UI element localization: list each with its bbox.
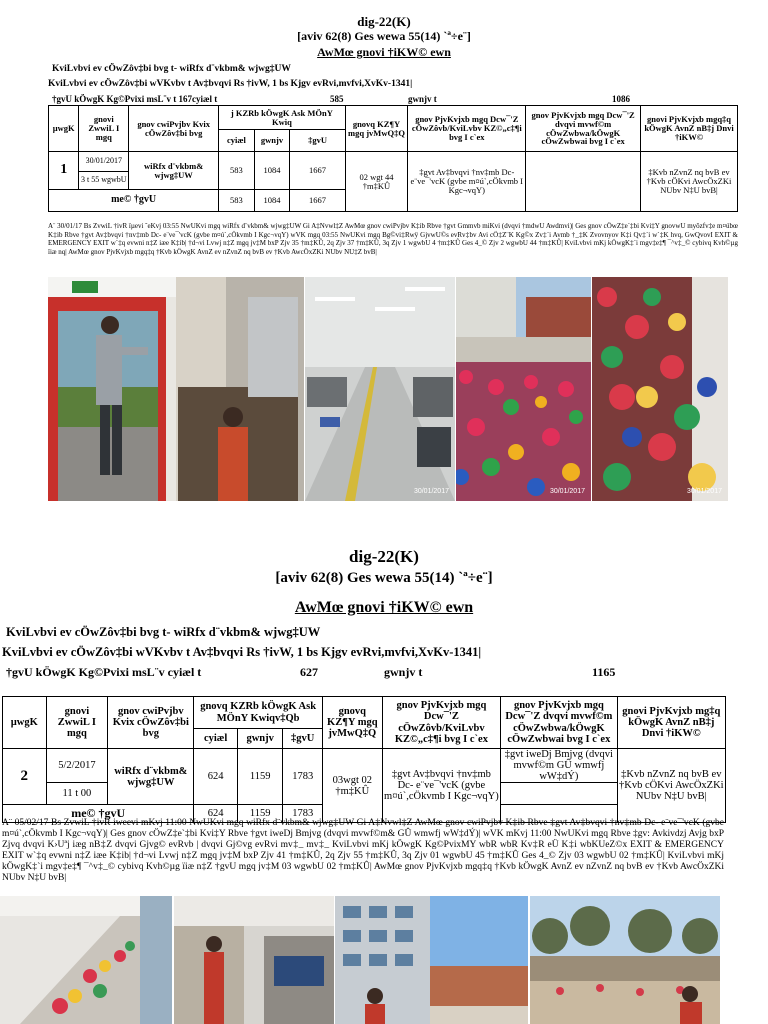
factory-address-1: KviLvbvi ev cÖwZôv‡bi wVKvbv t Av‡bvqvi Rs †ivW, 1 bs Kjgv evRvi,mvfvi,XvKv-1341| [48, 79, 413, 89]
sum-label: me© †gvU [3, 805, 194, 823]
col-male: cyiæl [194, 729, 238, 749]
col-total: ‡gvU [290, 130, 345, 152]
row-total: 1783 [283, 749, 322, 805]
form-subtitle-2: [aviv 62(8) Ges wewa 55(14) `ª÷e¨] [275, 570, 493, 586]
col-fire-service: gnov PjvKvjxb mgq Dcw¯'Z dvqvi mvwf©m cÖwZwbwa/kÖwgK cÖwZwbwai bvg I c`ex [501, 697, 617, 749]
photo-fire-officer-indoor [174, 896, 334, 1024]
row-date: 30/01/2017 [79, 152, 129, 172]
row-female: 1084 [254, 152, 290, 190]
form-title-1: dig-22(K) [357, 14, 411, 29]
sum-female: 1084 [254, 190, 290, 212]
photo-timestamp: 30/01/2017 [686, 488, 722, 495]
row-serial: 2 [3, 749, 47, 805]
form-heading-1 [0, 45, 768, 60]
row-time: 3 t 55 wgwbU [79, 172, 129, 190]
col-place: gnov cwiPvjbv Kvix cÖwZôv‡bi bvg [129, 106, 219, 152]
factory-address-2: KviLvbvi ev cÖwZôv‡bi wVKvbv t Av‡bvqvi Rs †ivW, 1 bs Kjgv evRvi,mvfvi,XvKv-1341| [2, 645, 482, 659]
form-title-2: dig-22(K) [349, 547, 419, 566]
factory-name-2: KviLvbvi ev cÖwZôv‡bi bvg t- wiRfx d¨vkbm& wjwg‡UW [6, 625, 321, 639]
male-count-1: 585 [330, 94, 344, 104]
female-label-1: gwnjv t [408, 94, 437, 104]
drill-description-1: A¨ 30/01/17 Bs ZvwiL †ivR ïµevi ˆeKvj 03:55 NwUKvi mgq wiRfx d¨vkbm& wjwg‡UW Gi A‡Nvwl‡Z AwMœ gnov cwiPvjbv K‡ib Rbve †gvt Gmmvb miKvi (dvqvi †mdwU Awdmvi)| Ges gnov cÖwZ‡e`‡bi Kvi‡Y gnovwU myôzfv‡e m¤úbœ K‡ib Rbve †gvt Av‡bvqvi †nv‡mb Dc- e¨ve¯'vcK (gvbe m¤ú`,cÖkvmb I Kgc¬vqY) wVK mgq 03:55 NwUKvi mgq Bg©vi‡Rwÿ GjvwU©s evRv‡bv Avi cÖ‡Z¨K Kg©x Zv‡`i Avmb †_‡K Zvovnyov K‡i Qv‡`i w`‡K hvq, GwQvovI EXIT & EMERGENCY EXIT w`‡q evwni n‡Z iæe K‡ib| †d¬vi Lvwj n‡Z mgq jv‡M bxP Zjv 35 †m‡KÛ, 2q Zjv 37 †m‡KÛ, 3q Zjv 1 wgwbU 4 †m‡KÛ Ges 4_© Zjv 2 wgwbU 44 †m‡KÛ| KviLvbvi mKj kÖwgK‡`i mgv‡e‡¶ ¯^v‡_© cybivq Kvh©µg ïiæ nq| AwMœ gnov PjvKvjxb mgq‡q †Kvb kÖwgK AvnZ ev nZvnZ nq bvB ev †Kvb AwcÖxZKi NUbv NU‡Z bvB| [48, 222, 738, 256]
photo-building-exterior [335, 896, 528, 1024]
female-label-2: gwnjv t [384, 665, 423, 679]
col-participants: j KZRb kÖwgK Ask MÖnY Kwiq [219, 106, 346, 130]
row-time: 11 t 00 [46, 783, 108, 805]
row-official: ‡gvt Av‡bvqvi †nv‡mb Dc- e¨ve¯'vcK (gvbe m¤ú`,cÖkvmb I Kgc¬vqY) [382, 749, 500, 823]
col-serial: µwgK [49, 106, 79, 152]
sum-male: 583 [219, 190, 254, 212]
male-count-2: 627 [300, 665, 318, 679]
female-count-1: 1086 [612, 94, 630, 104]
col-female: gwnjv [254, 130, 290, 152]
drill-description-2: A¨ 05/02/17 Bs ZvwiL †ivR iweevi mKvj 11:00 NwUKvi mgq wiRfx d¨vkbm& wjwg‡UW Gi A‡Nvwl‡Z AwMœ gnov cwiPvjbv K‡ib Rbve ‡gvt Av‡bvqvi †nv‡mb Dc- e¨ve¯'vcK (gvbe m¤ú`,cÖkvmb I Kgc¬vqY)| Ges gnov cÖwZ‡e`‡bi Kvi‡Y Rbve †gvt iweDj Bmjvg (dvqvi mvwf©m& GÛ wmwfj wW‡dÝ)| wVK mKvj 11:00 NwUKvi mgq Rbve ‡gv: Avkivdzj Avjg bxP Zjvq dvqvi K›Uªj iæg nB‡Z dvqvi Gjvg© evRvb | dvqvi Gj©vg evRvi mv‡_ mv‡_ KviLvbvi mKj kÖwgK Kg©PvixMY wbR wbR Kv‡R eÜ K‡i wbKUeZ©x EXIT & EMERGENCY EXIT w`‡q evwni n‡Z iæe K‡ib| †d¬vi Lvwj n‡Z mgq jv‡M bxP Zjv 41 †m‡KÛ, 2q Zjv 55 †m‡KÛ, 3q Zjv 01 wgwbU 45 †m‡KÛ Ges 4_© Zjv 03 wgwbU 02 †m‡KÛ| KviLvbvi mKj kÖwgK‡`i mgv‡e‡¶ ¯^v‡_© cybivq Kvh©µg ïiæ n‡Z †gvU mgq jv‡M 03 wgwbU 02 †m‡KÛ| AwMœ gnov PjvKvjxb mgq‡q †Kvb kÖwgK AvnZ ev nZvnZ nq bvB ev †Kvb AwcÖxZKi NUbv N‡U bvB| [2, 818, 724, 883]
col-official: gnov PjvKvjxb mgq Dcw¯'Z cÖwZôvb/KviLvbv KZ©„c‡¶i bvg I c`ex [382, 697, 500, 749]
col-serial: µwgK [3, 697, 47, 749]
photo-stairwell-crowd [0, 896, 172, 1024]
col-duration: gnovq KZ¶Y mgq jvMwQ‡Q [345, 106, 408, 152]
row-duration: 03wgt 02 †m‡KÛ [322, 749, 382, 823]
col-date: gnovi ZwwiL I mgq [46, 697, 108, 749]
row-fire-service: ‡gvt iweDj Bmjvg (dvqvi mvwf©m GÛ wmwfj wW‡dÝ) [501, 749, 617, 783]
drill-record-table-1 [48, 105, 738, 212]
row-total: 1667 [290, 152, 345, 190]
form-subtitle-1: [aviv 62(8) Ges wewa 55(14) `ª÷e¨] [297, 29, 471, 43]
col-remarks: gnovi PjvKvjxb mg‡q kÖwgK AvnZ nB‡j Dnvi †iKW© [617, 697, 725, 749]
drill-record-table-2 [2, 696, 726, 823]
col-total: ‡gvU [283, 729, 322, 749]
row-date: 5/2/2017 [46, 749, 108, 783]
sum-total: 1667 [290, 190, 345, 212]
col-official: gnov PjvKvjxb mgq Dcw¯'Z cÖwZôvb/KviLvbv KZ©„c‡¶i bvg I c`ex [408, 106, 526, 152]
photo-assembly-point [530, 896, 720, 1024]
sum-female: 1159 [237, 805, 283, 823]
sum-label: me© †gvU [49, 190, 219, 212]
photo-assembly-crowd [456, 277, 591, 501]
row-duration: 02 wgt 44 †m‡KÛ [345, 152, 408, 212]
photo-exit-door [48, 277, 304, 501]
worker-count-label-2: †gvU kÖwgK Kg©Pvixi msL¨v cyiæl t [6, 665, 202, 679]
row-place: wiRfx d¨vkbm& wjwg‡UW [129, 152, 219, 190]
col-place: gnov cwiPvjbv Kvix cÖwZôv‡bi bvg [108, 697, 194, 749]
photo-workers-evacuating [592, 277, 728, 501]
factory-name-1: KviLvbvi ev cÖwZôv‡bi bvg t- wiRfx d¨vkbm& wjwg‡UW [52, 64, 291, 74]
row-male: 583 [219, 152, 254, 190]
sum-male: 624 [194, 805, 238, 823]
col-duration: gnovq KZ¶Y mgq jvMwQ‡Q [322, 697, 382, 749]
row-official: ‡gvt Av‡bvqvi †nv‡mb Dc- e¨ve¯'vcK (gvbe m¤ú`,cÖkvmb I Kgc¬vqY) [408, 152, 526, 212]
row-remarks: ‡Kvb nZvnZ nq bvB ev †Kvb cÖKvi AwcÖxZKi NUbv N‡U bvB| [617, 749, 725, 823]
col-remarks: gnovi PjvKvjxb mgq‡q kÖwgK AvnZ nB‡j Dnvi †iKW© [641, 106, 738, 152]
row-place: wiRfx d¨vkbm& wjwg‡UW [108, 749, 194, 805]
col-female: gwnjv [237, 729, 283, 749]
col-male: cyiæl [219, 130, 254, 152]
photo-factory-floor [305, 277, 455, 501]
female-count-2: 1165 [592, 665, 616, 679]
row-serial: 1 [49, 152, 79, 190]
row-fire-service-blank [501, 783, 617, 805]
col-participants: gnovq KZRb kÖwgK Ask MÖnY Kwiqv‡Qb [194, 697, 323, 729]
sum-total: 1783 [283, 805, 322, 823]
worker-count-label-1: †gvU kÖwgK Kg©Pvixi msL¨v t 167cyiæl t [52, 94, 218, 104]
col-date: gnovi ZwwiL I mgq [79, 106, 129, 152]
photo-timestamp: 30/01/2017 [549, 488, 585, 495]
photo-timestamp: 30/01/2017 [413, 488, 449, 495]
col-fire-service: gnov PjvKvjxb mgq Dcw¯'Z dvqvi mvwf©m cÖwZwbwa/kÖwgK cÖwZwbwai bvg I c`ex [526, 106, 641, 152]
row-male: 624 [194, 749, 238, 805]
heading-text: AwMœ gnovi †iKW© ewn [294, 599, 474, 616]
form-heading-2 [0, 599, 768, 617]
row-remarks: ‡Kvb nZvnZ nq bvB ev †Kvb cÖKvi AwcÖxZKi NUbv N‡U bvB| [641, 152, 738, 212]
row-female: 1159 [237, 749, 283, 805]
heading-text: AwMœ gnovi †iKW© ewn [317, 45, 451, 59]
row-fire-service [526, 152, 641, 212]
